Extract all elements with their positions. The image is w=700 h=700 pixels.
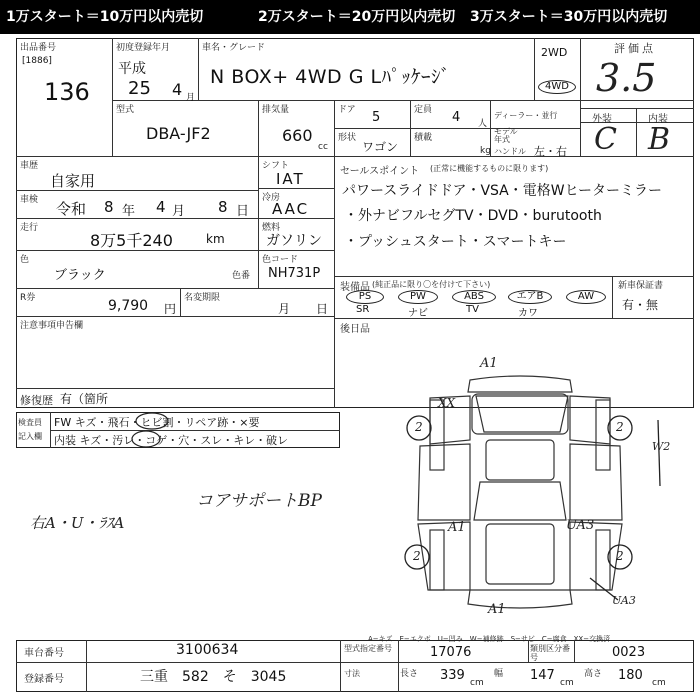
mark-tire-rr: 2 xyxy=(616,549,624,563)
mark-right-side: UA3 xyxy=(566,518,595,533)
inspection-day: 8 xyxy=(218,198,228,216)
model: DBA-JF2 xyxy=(146,124,211,143)
car-name: N BOX+ 4WD G Lﾊﾟｯｹｰｼﾞ xyxy=(210,66,451,88)
frame-number: 3100634 xyxy=(176,642,239,658)
color-number-label: 色番 xyxy=(232,271,251,281)
width-unit: cm xyxy=(560,678,574,688)
equip-ps: PS xyxy=(346,290,384,304)
fuel-label: 燃料 xyxy=(262,223,281,233)
equip-airbag: エアB xyxy=(508,290,552,304)
equip-pw: PW xyxy=(398,290,438,304)
inspector-label-2: 記入欄 xyxy=(18,432,42,441)
dealer-label: ディーラー・並行 xyxy=(494,111,558,120)
class-label: 類別区分番号 xyxy=(530,644,570,662)
displacement-label: 排気量 xyxy=(262,105,290,115)
registration-year: 25 xyxy=(128,78,151,99)
recycle-unit: 円 xyxy=(164,302,177,316)
diagram-legend: A−キズ E−エクボ U−凹み W−補修跡 S−サビ C−腐食 XX−交換済 xyxy=(368,635,611,643)
load-unit: kg xyxy=(480,146,491,156)
shape: ワゴン xyxy=(362,140,399,154)
mark-tire-rl: 2 xyxy=(413,549,421,563)
promo-1: 1万スタート＝10万円以内売切 xyxy=(6,9,204,25)
frame-label: 車台番号 xyxy=(24,648,64,659)
name-change-day-unit: 日 xyxy=(316,302,329,316)
model-label: 型式 xyxy=(116,105,135,115)
lot-label: 出品番号 xyxy=(20,43,57,53)
load-label: 積載 xyxy=(414,133,433,143)
model-year-label: モデル 年式 xyxy=(494,127,518,144)
notes-label: 注意事項申告欄 xyxy=(20,321,84,331)
width-label: 幅 xyxy=(494,669,504,679)
fuel: ガソリン xyxy=(266,233,322,249)
grade-label: 評価点 xyxy=(614,42,656,55)
displacement-unit: cc xyxy=(318,142,328,152)
lot-number: 136 xyxy=(44,78,90,106)
doors: 5 xyxy=(372,110,381,125)
length: 339 xyxy=(440,668,465,683)
interior-grade: B xyxy=(648,122,671,157)
dims-label: 寸法 xyxy=(344,669,360,678)
exterior-label: 外装 xyxy=(592,114,612,125)
equip-leather: カワ xyxy=(518,308,538,319)
equip-tv: TV xyxy=(466,304,479,315)
inspector-label-1: 検査員 xyxy=(18,418,42,427)
inspection-era: 令和 xyxy=(56,200,87,218)
promo-3: 3万スタート＝30万円以内売切 xyxy=(470,9,668,25)
registration-label: 初度登録年月 xyxy=(116,43,171,53)
usage-label: 車歴 xyxy=(20,161,39,171)
promo-2: 2万スタート＝20万円以内売切 xyxy=(258,9,456,25)
mark-tire-fl: 2 xyxy=(415,420,423,434)
width: 147 xyxy=(530,668,555,683)
handwritten-note: 右A・U・ﾗｽA xyxy=(30,514,125,532)
usage: 自家用 xyxy=(50,172,96,190)
shape-label: 形状 xyxy=(338,133,357,143)
color: ブラック xyxy=(54,268,106,283)
repair-label: 修復歴 xyxy=(20,394,53,407)
type-number: 17076 xyxy=(430,645,472,660)
mileage-label: 走行 xyxy=(20,223,39,233)
type-label: 型式指定番号 xyxy=(344,644,392,653)
inspection-month-unit: 月 xyxy=(172,204,186,219)
car-name-label: 車名・グレード xyxy=(202,43,266,53)
inspection-day-unit: 日 xyxy=(236,204,250,219)
registration-era: 平成 xyxy=(118,61,146,77)
drive-2wd: 2WD xyxy=(541,46,568,59)
inspector-int-row: 内装 キズ・汚レ・コゲ・穴・スレ・キレ・破レ xyxy=(54,434,289,447)
warranty-label: 新車保証書 xyxy=(618,281,664,291)
name-change-label: 名変期限 xyxy=(184,293,221,303)
exterior-grade: C xyxy=(594,122,617,157)
mark-rear-right: UA3 xyxy=(612,594,636,607)
sales-line-3: ・プッシュスタート・スマートキー xyxy=(344,234,567,250)
drive-4wd: 4WD xyxy=(538,80,576,94)
repair: 有（箇所 xyxy=(60,392,109,406)
warranty: 有・無 xyxy=(622,298,659,312)
sales-points-label: セールスポイント xyxy=(340,166,420,177)
handwritten-support: コアサポートBP xyxy=(196,491,322,511)
equipment-label: 装備品 xyxy=(340,282,370,293)
lot-sub: [1886] xyxy=(22,56,52,66)
equip-sr: SR xyxy=(356,304,370,315)
height-label: 高さ xyxy=(584,669,603,679)
equip-abs: ABS xyxy=(452,290,496,304)
length-unit: cm xyxy=(470,678,484,688)
handle-label: ハンドル xyxy=(494,147,526,156)
handle: 左・右 xyxy=(534,145,567,158)
interior-label: 内装 xyxy=(648,114,668,125)
mileage: 8万5千240 xyxy=(90,231,173,250)
sales-line-1: パワースライドドア・VSA・電格Wヒーターミラー xyxy=(342,183,663,199)
reg-number: 三重 582 そ 3045 xyxy=(140,669,287,685)
shift: IAT xyxy=(276,170,305,188)
equipment-sub: (純正品に限り〇を付けて下さい) xyxy=(372,280,491,289)
registration-month-unit: 月 xyxy=(186,93,196,103)
inspection-year: 8 xyxy=(104,198,114,216)
color-label: 色 xyxy=(20,255,30,265)
color-code-label: 色コード xyxy=(262,255,299,265)
inspection-month: 4 xyxy=(156,198,166,216)
capacity: 4 xyxy=(452,110,461,125)
height: 180 xyxy=(618,668,643,683)
class-number: 0023 xyxy=(612,645,646,660)
post-install-label: 後日品 xyxy=(340,324,370,335)
recycle-label: R券 xyxy=(20,293,36,303)
mark-left-side: A1 xyxy=(448,520,466,535)
inspector-fw-row: FW キズ・飛石・ヒビ割・リペア跡・×要 xyxy=(54,416,260,429)
mark-tire-fr: 2 xyxy=(616,420,624,434)
capacity-unit: 人 xyxy=(478,119,488,129)
handwritten-right: W2 xyxy=(652,440,671,453)
mark-rear: A1 xyxy=(488,602,506,617)
height-unit: cm xyxy=(652,678,666,688)
sales-line-2: ・外ナビフルセグTV・DVD・burutooth xyxy=(344,208,602,224)
capacity-label: 定員 xyxy=(414,105,433,115)
ac: AAC xyxy=(272,200,310,218)
equip-navi: ナビ xyxy=(408,308,428,319)
mark-front: A1 xyxy=(480,356,498,371)
reg-label: 登録番号 xyxy=(24,674,64,685)
ac-label: 冷房 xyxy=(262,193,281,203)
registration-month: 4 xyxy=(172,80,183,99)
color-code: NH731P xyxy=(268,266,321,281)
grade-score: 3.5 xyxy=(596,56,657,100)
displacement: 660 xyxy=(282,126,313,145)
doors-label: ドア xyxy=(338,105,356,115)
sales-points-sub: (正常に機能するものに限ります) xyxy=(430,164,549,173)
shift-label: シフト xyxy=(262,161,290,171)
length-label: 長さ xyxy=(400,669,419,679)
mark-front-left: XX xyxy=(438,396,456,410)
recycle: 9,790 xyxy=(108,298,149,314)
inspection-label: 車検 xyxy=(20,195,39,205)
mileage-unit: km xyxy=(206,232,225,246)
inspection-year-unit: 年 xyxy=(122,204,136,219)
name-change-month-unit: 月 xyxy=(278,302,291,316)
equip-aw: AW xyxy=(566,290,606,304)
